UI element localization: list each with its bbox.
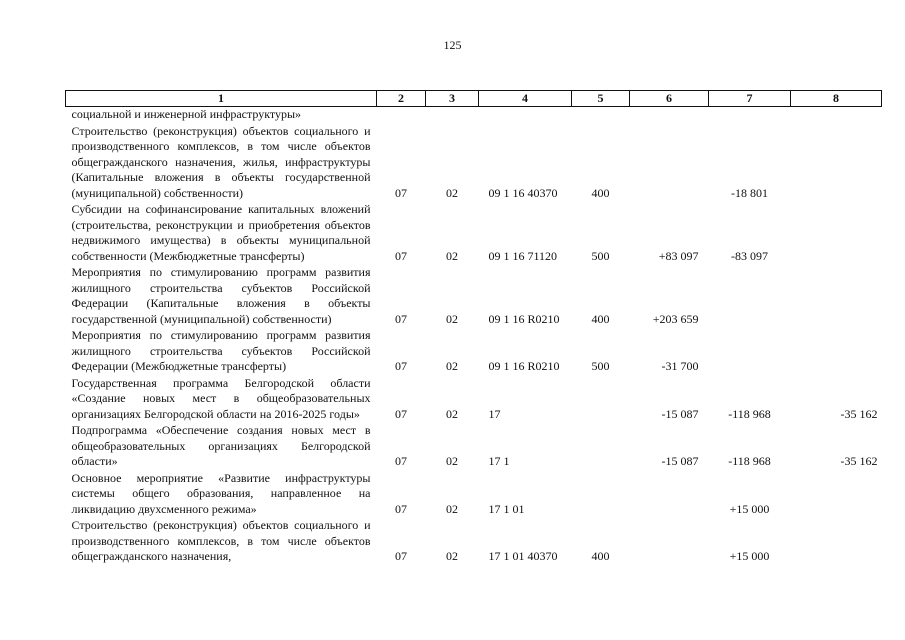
row-target-code: 17 1 01 40370 <box>488 549 558 563</box>
table-row <box>66 202 882 265</box>
row-name: социальной и инженерной инфраструктуры» <box>71 107 302 121</box>
header-col-3: 3 <box>426 91 479 107</box>
row-expense-type <box>572 471 630 519</box>
row-amount-col7: -118 968 <box>728 406 771 421</box>
row-amount-col6 <box>630 518 709 566</box>
row-target-code: 17 1 01 <box>488 501 525 516</box>
row-amount-col8 <box>791 265 882 328</box>
row-expense-type: 400 <box>591 549 610 563</box>
row-amount-col8 <box>791 107 882 124</box>
table-row <box>66 107 882 124</box>
row-amount-col6: -15 087 <box>661 406 699 421</box>
row-name: Субсидии на софинансирование капитальных вложений (строительства, реконструкции и приобретения объектов недвижимого имущества) в объекты муниципальной собственности (Межбюджетные трансферты) <box>71 202 371 263</box>
row-section: 07 <box>395 549 407 563</box>
row-expense-type <box>572 107 630 124</box>
row-name: Основное мероприятие «Развитие инфраструктуры системы общего образования, направленное на ликвидацию двухсменного режима» <box>71 470 371 516</box>
table-row <box>66 376 882 424</box>
row-amount-col7: +15 000 <box>729 549 770 563</box>
row-name: Строительство (реконструкция) объектов социального и производственного комплексов, в том числе объектов общегражданского назначения, жилья, инфраструктуры (Капитальные вложения в объекты государственной (муниципальной) собственности) <box>71 123 371 200</box>
row-name: Мероприятия по стимулированию программ развития жилищного строительства субъектов Российской Федерации (Капитальные вложения в объекты государственной (муниципальной) собственности) <box>71 265 371 326</box>
row-expense-type: 500 <box>591 359 610 373</box>
row-amount-col6: -31 700 <box>661 359 699 373</box>
header-col-5: 5 <box>572 91 630 107</box>
row-target-code <box>479 107 572 124</box>
row-expense-type: 400 <box>591 311 610 326</box>
row-section: 07 <box>395 311 407 326</box>
table-row <box>66 265 882 328</box>
row-amount-col8: -35 162 <box>840 454 878 468</box>
row-subsection: 02 <box>446 248 458 263</box>
budget-table <box>65 90 882 566</box>
row-subsection: 02 <box>446 549 458 563</box>
row-section: 07 <box>395 501 407 516</box>
row-amount-col6 <box>630 124 709 203</box>
row-subsection <box>426 107 479 124</box>
row-target-code: 09 1 16 71120 <box>488 248 558 263</box>
row-amount-col8 <box>791 518 882 566</box>
row-amount-col7: +15 000 <box>729 501 770 516</box>
row-amount-col7: -118 968 <box>728 454 771 468</box>
header-row <box>66 91 882 107</box>
row-amount-col6 <box>630 107 709 124</box>
row-section: 07 <box>395 359 407 373</box>
header-col-8: 8 <box>791 91 882 107</box>
table-row <box>66 328 882 376</box>
header-col-2: 2 <box>377 91 426 107</box>
table-row <box>66 124 882 203</box>
row-name: Строительство (реконструкция) объектов социального и производственного комплексов, в том числе объектов общегражданского назначения, <box>71 518 371 563</box>
row-name: Подпрограмма «Обеспечение создания новых мест в общеобразовательных организациях Белгородской области» <box>71 423 371 468</box>
row-target-code: 09 1 16 R0210 <box>488 311 560 326</box>
row-target-code: 09 1 16 R0210 <box>488 359 560 373</box>
row-amount-col7 <box>709 328 791 376</box>
table-row <box>66 471 882 519</box>
header-col-1: 1 <box>66 91 377 107</box>
row-target-code: 17 1 <box>488 454 510 468</box>
row-subsection: 02 <box>446 185 458 200</box>
row-amount-col8 <box>791 471 882 519</box>
row-amount-col6: +83 097 <box>658 248 699 263</box>
row-amount-col6: -15 087 <box>661 454 699 468</box>
row-subsection: 02 <box>446 359 458 373</box>
header-col-4: 4 <box>479 91 572 107</box>
header-col-7: 7 <box>709 91 791 107</box>
row-name: Мероприятия по стимулированию программ развития жилищного строительства субъектов Российской Федерации (Межбюджетные трансферты) <box>71 328 371 373</box>
row-expense-type <box>572 376 630 424</box>
row-subsection: 02 <box>446 501 458 516</box>
row-amount-col6: +203 659 <box>652 311 699 326</box>
row-amount-col7 <box>709 265 791 328</box>
table-row <box>66 518 882 566</box>
row-subsection: 02 <box>446 311 458 326</box>
row-amount-col7: -83 097 <box>731 248 768 263</box>
row-subsection: 02 <box>446 454 458 468</box>
row-section: 07 <box>395 185 407 200</box>
row-amount-col8 <box>791 328 882 376</box>
row-section <box>377 107 426 124</box>
row-section: 07 <box>395 406 407 421</box>
row-expense-type: 400 <box>591 185 610 200</box>
row-amount-col7: -18 801 <box>731 185 768 200</box>
row-name: Государственная программа Белгородской области «Создание новых мест в общеобразовательных организациях Белгородской области на 2016-2025 годы» <box>71 375 371 421</box>
row-target-code: 09 1 16 40370 <box>488 185 558 200</box>
row-amount-col8: -35 162 <box>840 406 878 421</box>
row-section: 07 <box>395 454 407 468</box>
row-amount-col8 <box>791 124 882 203</box>
row-amount-col8 <box>791 202 882 265</box>
row-subsection: 02 <box>446 406 458 421</box>
row-section: 07 <box>395 248 407 263</box>
row-amount-col6 <box>630 471 709 519</box>
row-target-code: 17 <box>488 406 501 421</box>
row-amount-col7 <box>709 107 791 124</box>
row-expense-type: 500 <box>591 248 610 263</box>
page-number: 125 <box>443 38 462 52</box>
row-expense-type <box>572 423 630 471</box>
header-col-6: 6 <box>630 91 709 107</box>
table-row <box>66 423 882 471</box>
